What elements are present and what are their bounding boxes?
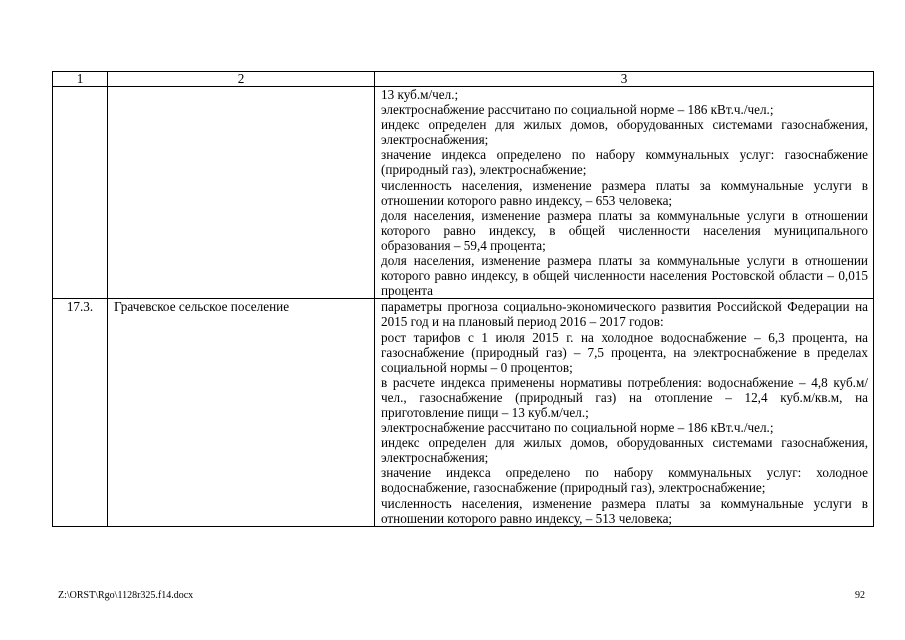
paragraph: доля населения, изменение размера платы за коммунальные услуги в отношении которого равно индексу, в общей численности населения Ростовской области – 0,015 процента [381, 253, 868, 299]
column-header-2: 2 [108, 72, 375, 87]
parameters-cell [375, 87, 874, 299]
table-row [53, 87, 874, 299]
table-header-row [53, 72, 874, 87]
footer-file-path: Z:\ORST\Rgo\1128r325.f14.docx [58, 590, 194, 601]
municipality-name-cell: Грачевское сельское поселение [108, 299, 375, 526]
column-header-3: 3 [375, 72, 874, 87]
row-number-cell: 17.3. [53, 299, 108, 526]
footer-page-number: 92 [855, 590, 865, 601]
paragraph: электроснабжение рассчитано по социальной норме – 186 кВт.ч./чел.; [381, 102, 774, 118]
table-row [53, 299, 874, 526]
paragraph: индекс определен для жилых домов, оборудованных системами газоснабжения, электроснабжения; [381, 117, 868, 148]
paragraph: численность населения, изменение размера платы за коммунальные услуги в отношении которого равно индексу, – 513 человека; [381, 495, 868, 526]
column-header-1: 1 [53, 72, 108, 87]
paragraph: значение индекса определено по набору коммунальных услуг: газоснабжение (природный газ), электроснабжение; [381, 147, 868, 178]
paragraph: доля населения, изменение размера платы за коммунальные услуги в отношении которого равно индексу, в общей численности населения муниципального образования – 59,4 процента; [381, 207, 868, 253]
paragraph: параметры прогноза социально-экономического развития Российской Федерации на 2015 год и на плановый период 2016 – 2017 годов: [381, 299, 868, 330]
row-number-cell [53, 87, 108, 299]
paragraph: электроснабжение рассчитано по социальной норме – 186 кВт.ч./чел.; [381, 420, 774, 436]
document-table [52, 71, 874, 527]
paragraph: 13 куб.м/чел.; [381, 87, 459, 102]
paragraph: индекс определен для жилых домов, оборудованных системами газоснабжения, электроснабжения; [381, 435, 868, 466]
paragraph: рост тарифов с 1 июля 2015 г. на холодное водоснабжение – 6,3 процента, на газоснабжение (природный газ) – 7,5 процента, на электроснабжение в пределах социальной нормы – 0 процентов; [381, 329, 868, 375]
paragraph: численность населения, изменение размера платы за коммунальные услуги в отношении которого равно индексу, – 653 человека; [381, 177, 868, 208]
paragraph: в расчете индекса применены нормативы потребления: водоснабжение – 4,8 куб.м/чел., газоснабжение (природный газ) на отопление – 12,4 куб.м/кв.м, на приготовление пищи – 13 куб.м/чел.; [381, 374, 868, 420]
paragraph: значение индекса определено по набору коммунальных услуг: холодное водоснабжение, газоснабжение (природный газ), электроснабжение; [381, 465, 868, 496]
municipality-name-cell [108, 87, 375, 299]
parameters-cell [375, 299, 874, 526]
